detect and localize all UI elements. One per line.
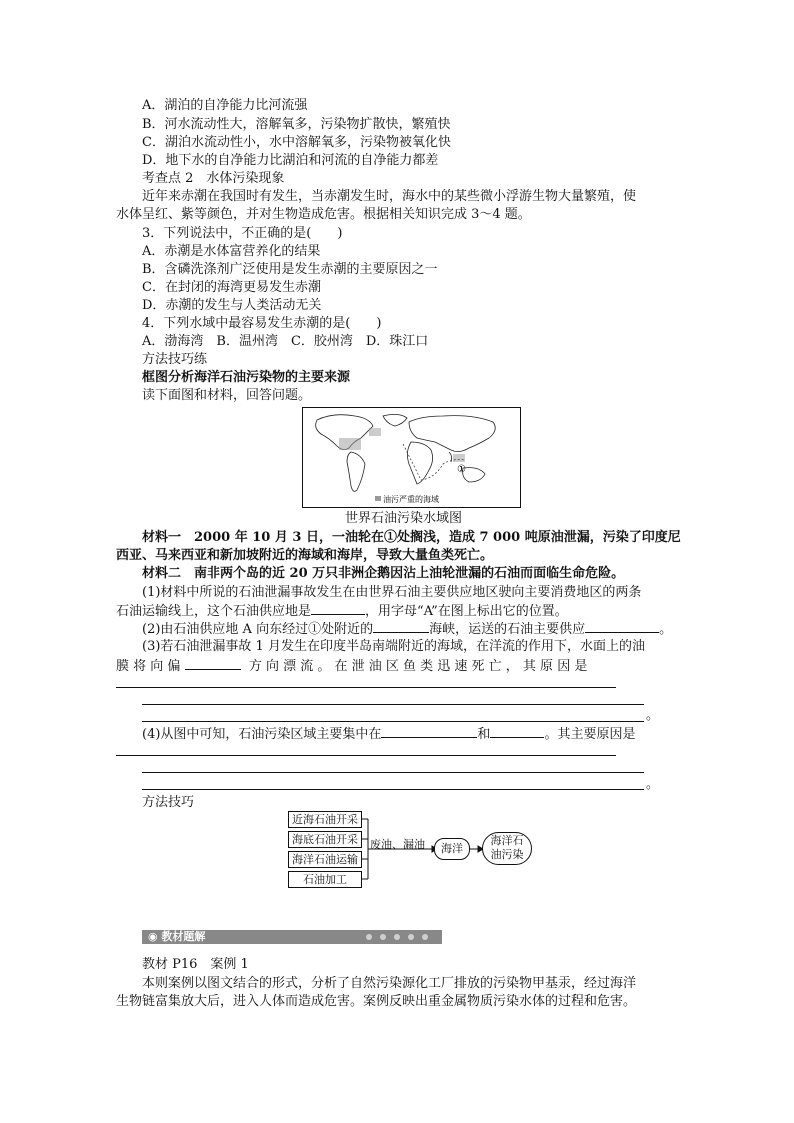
banner-dot xyxy=(380,934,386,940)
q4-options: A．渤海湾 B．温州湾 C．胶州湾 D．珠江口 xyxy=(142,334,429,349)
q3-option-d: D．赤潮的发生与人类活动无关 xyxy=(142,298,322,313)
malacca-pollution-area xyxy=(453,454,465,462)
map-legend-label: 油污严重的海域 xyxy=(383,495,439,504)
question-1-line1: (1)材料中所说的石油泄漏事故发生在由世界石油主要供应地区驶向主要消费地区的两条 xyxy=(142,585,642,600)
q2-text-a: (2)由石油供应地 A 向东经过①处附近的 xyxy=(142,622,374,637)
red-tide-intro-line2: 水体呈红、紫等颜色，并对生物造成危害。根据相关知识完成 3～4 题。 xyxy=(116,207,531,222)
q3-option-a: A．赤潮是水体富营养化的结果 xyxy=(142,244,321,259)
textbook-solution-banner xyxy=(142,930,442,944)
flow-analysis-heading: 框图分析海洋石油污染物的主要来源 xyxy=(142,370,351,385)
question-1-line2 xyxy=(116,602,568,620)
banner-dot xyxy=(422,934,428,940)
result-line-1: 海洋石 xyxy=(490,834,524,847)
q2-text-c: 。 xyxy=(659,622,673,637)
q3-text-a: 膜 将 向 偏 xyxy=(116,659,181,674)
q2-text-b: 海峡，运送的石油主要供应 xyxy=(429,622,586,637)
source-box-transport: 海洋石油运输 xyxy=(288,851,362,868)
q4-answer-line-3[interactable] xyxy=(142,789,644,790)
question-4-text xyxy=(142,725,635,743)
question-3-line1: (3)若石油泄漏事故 1 月发生在印度半岛南端附近的海域，在洋流的作用下，水面上的油 xyxy=(142,639,645,654)
material-1-line1: 材料一 2000 年 10 月 3 日，一油轮在①处搁浅，造成 7 000 吨原油泄漏，污染了印度尼 xyxy=(142,530,681,545)
question-4: 4．下列水域中最容易发生赤潮的是( ) xyxy=(142,316,382,331)
q4-area-blank-2[interactable] xyxy=(490,725,544,738)
q2-destination-blank[interactable] xyxy=(585,620,659,633)
banner-dot xyxy=(394,934,400,940)
q4-area-blank-1[interactable] xyxy=(381,725,477,738)
red-tide-intro-line1: 近年来赤潮在我国时有发生，当赤潮发生时，海水中的某些微小浮游生物大量繁殖，使 xyxy=(142,189,637,204)
q1-text-a: 石油运输线上，这个石油供应地是 xyxy=(116,604,312,619)
material-2: 材料二 南非两个岛的近 20 万只非洲企鹅因沾上油轮泄漏的石油而面临生命危险。 xyxy=(142,566,625,581)
banner-dot xyxy=(408,934,414,940)
q2-strait-blank[interactable] xyxy=(373,620,429,633)
q4-text-c: 。其主要原因是 xyxy=(544,727,636,742)
exam-point-2-heading: 考查点 2 水体污染现象 xyxy=(142,171,285,186)
case-title: 教材 P16 案例 1 xyxy=(142,957,249,972)
south-america-outline xyxy=(347,452,365,491)
banner-dot xyxy=(366,934,372,940)
q3-answer-line-2[interactable] xyxy=(142,704,644,705)
case-body-line2: 生物链富集放大后，进入人体而造成危害。案例反映出重金属物质污染水体的过程和危害。 xyxy=(116,994,637,1009)
legend-swatch xyxy=(375,496,381,501)
marker-label: ① xyxy=(457,464,466,475)
north-atlantic-pollution-area xyxy=(369,428,381,436)
flow-link-label: 废油、漏油 xyxy=(370,838,425,851)
q4-end-mark: 。 xyxy=(646,777,660,792)
world-map-svg xyxy=(303,408,520,507)
source-box-nearshore: 近海石油开采 xyxy=(288,811,362,828)
source-box-seabed: 海底石油开采 xyxy=(288,831,362,848)
question-3-line2 xyxy=(116,657,587,675)
question-2 xyxy=(142,620,672,638)
greenland-outline xyxy=(383,414,407,426)
read-instruction: 读下面图和材料，回答问题。 xyxy=(142,388,312,403)
q1-text-b: ，用字母“A”在图上标出它的位置。 xyxy=(365,604,568,619)
q4-answer-line-1[interactable] xyxy=(116,755,616,756)
result-line-2: 油污染 xyxy=(490,848,524,861)
q3-end-mark: 。 xyxy=(646,708,660,723)
world-oil-pollution-map xyxy=(302,407,521,508)
option-a-lake: A．湖泊的自净能力比河流强 xyxy=(142,98,308,113)
method-practice-heading: 方法技巧练 xyxy=(142,352,208,367)
gulf-pollution-area xyxy=(339,438,361,450)
q1-answer-blank[interactable] xyxy=(311,602,365,615)
ocean-oil-pollution-node xyxy=(482,832,532,865)
q3-answer-line-1[interactable] xyxy=(116,687,616,688)
q3-text-b: 方 向 漂 流 。 在 泄 油 区 鱼 类 迅 速 死 亡 ， 其 原 因 是 xyxy=(248,659,588,674)
q4-text-a: (4)从图中可知，石油污染区域主要集中在 xyxy=(142,727,382,742)
case-body-line1: 本则案例以图文结合的形式，分析了自然污染源化工厂排放的污染物甲基汞，经过海洋 xyxy=(142,976,637,991)
option-b-river: B．河水流动性大，溶解氧多，污染物扩散快，繁殖快 xyxy=(142,117,451,132)
q3-option-c: C．在封闭的海湾更易发生赤潮 xyxy=(142,280,321,295)
map-caption: 世界石油污染水域图 xyxy=(345,511,463,526)
question-3: 3．下列说法中，不正确的是( ) xyxy=(142,226,343,241)
q4-text-b: 和 xyxy=(477,727,491,742)
q3-option-b: B．含磷洗涤剂广泛使用是发生赤潮的主要原因之一 xyxy=(142,262,438,277)
method-tips-heading: 方法技巧 xyxy=(142,795,195,810)
banner-title: ◉ 教材题解 xyxy=(148,930,206,943)
eurasia-outline xyxy=(409,416,495,452)
q3-direction-blank[interactable] xyxy=(185,657,241,670)
option-c-lake: C．湖泊水流动性小，水中溶解氧多，污染物被氧化快 xyxy=(142,135,451,150)
q4-answer-line-2[interactable] xyxy=(142,772,644,773)
q3-answer-line-3[interactable] xyxy=(142,721,644,722)
option-d-groundwater: D．地下水的自净能力比湖泊和河流的自净能力都差 xyxy=(142,153,439,168)
material-1-line2: 西亚、马来西亚和新加坡附近的海域和海岸，导致大量鱼类死亡。 xyxy=(116,548,494,563)
source-box-processing: 石油加工 xyxy=(288,871,362,888)
ocean-node: 海洋 xyxy=(434,838,470,860)
